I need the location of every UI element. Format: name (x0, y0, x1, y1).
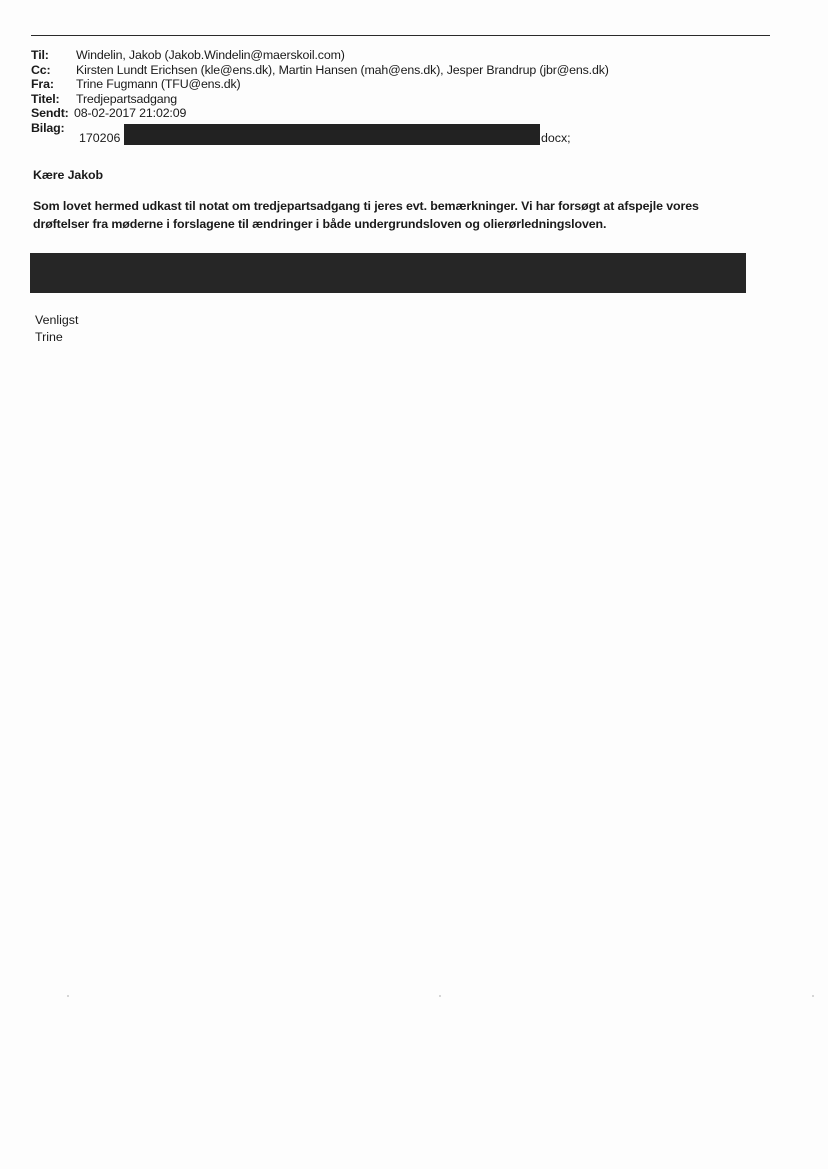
to-label: Til: (31, 48, 49, 62)
sent-value: 08-02-2017 21:02:09 (74, 106, 187, 121)
subject-value: Tredjepartsadgang (76, 91, 178, 106)
header-row-cc (31, 63, 791, 78)
subject-label: Titel: (31, 91, 60, 106)
sent-label: Sendt: (31, 106, 69, 121)
header-row-subject (31, 92, 791, 107)
greeting: Kære Jakob (33, 168, 103, 182)
from-value: Trine Fugmann (TFU@ens.dk) (76, 77, 241, 92)
redaction-bar-attachment (124, 124, 540, 145)
attachment-name-prefix: 170206 (79, 131, 121, 145)
cc-label: Cc: (31, 62, 51, 77)
cc-value: Kirsten Lundt Erichsen (kle@ens.dk), Martin Hansen (mah@ens.dk), Jesper Brandrup (jbr@ens.dk) (76, 62, 609, 77)
to-value: Windelin, Jakob (Jakob.Windelin@maerskoil.com) (76, 48, 345, 62)
scan-speck (67, 995, 69, 997)
paragraph-line-1: Som lovet hermed udkast til notat om tredjepartsadgang ti jeres evt. bemærkninger. Vi har forsøgt at afspejle vores (33, 199, 699, 213)
closing-signature: Trine (35, 330, 63, 344)
header-rule (31, 35, 770, 36)
redaction-block (30, 253, 746, 293)
paragraph-line-2: drøftelser fra møderne i forslagene til ændringer i både undergrundsloven og olierørledningsloven. (33, 217, 607, 231)
scan-speck (812, 995, 814, 997)
from-label: Fra: (31, 77, 54, 92)
scan-speck (439, 995, 441, 997)
attachment-label: Bilag: (31, 120, 65, 135)
header-row-from (31, 77, 791, 92)
email-header (31, 48, 791, 136)
header-row-to (31, 48, 791, 63)
header-row-sent (31, 106, 791, 121)
closing-line-1: Venligst (35, 313, 79, 327)
attachment-name-suffix: docx; (541, 131, 571, 145)
